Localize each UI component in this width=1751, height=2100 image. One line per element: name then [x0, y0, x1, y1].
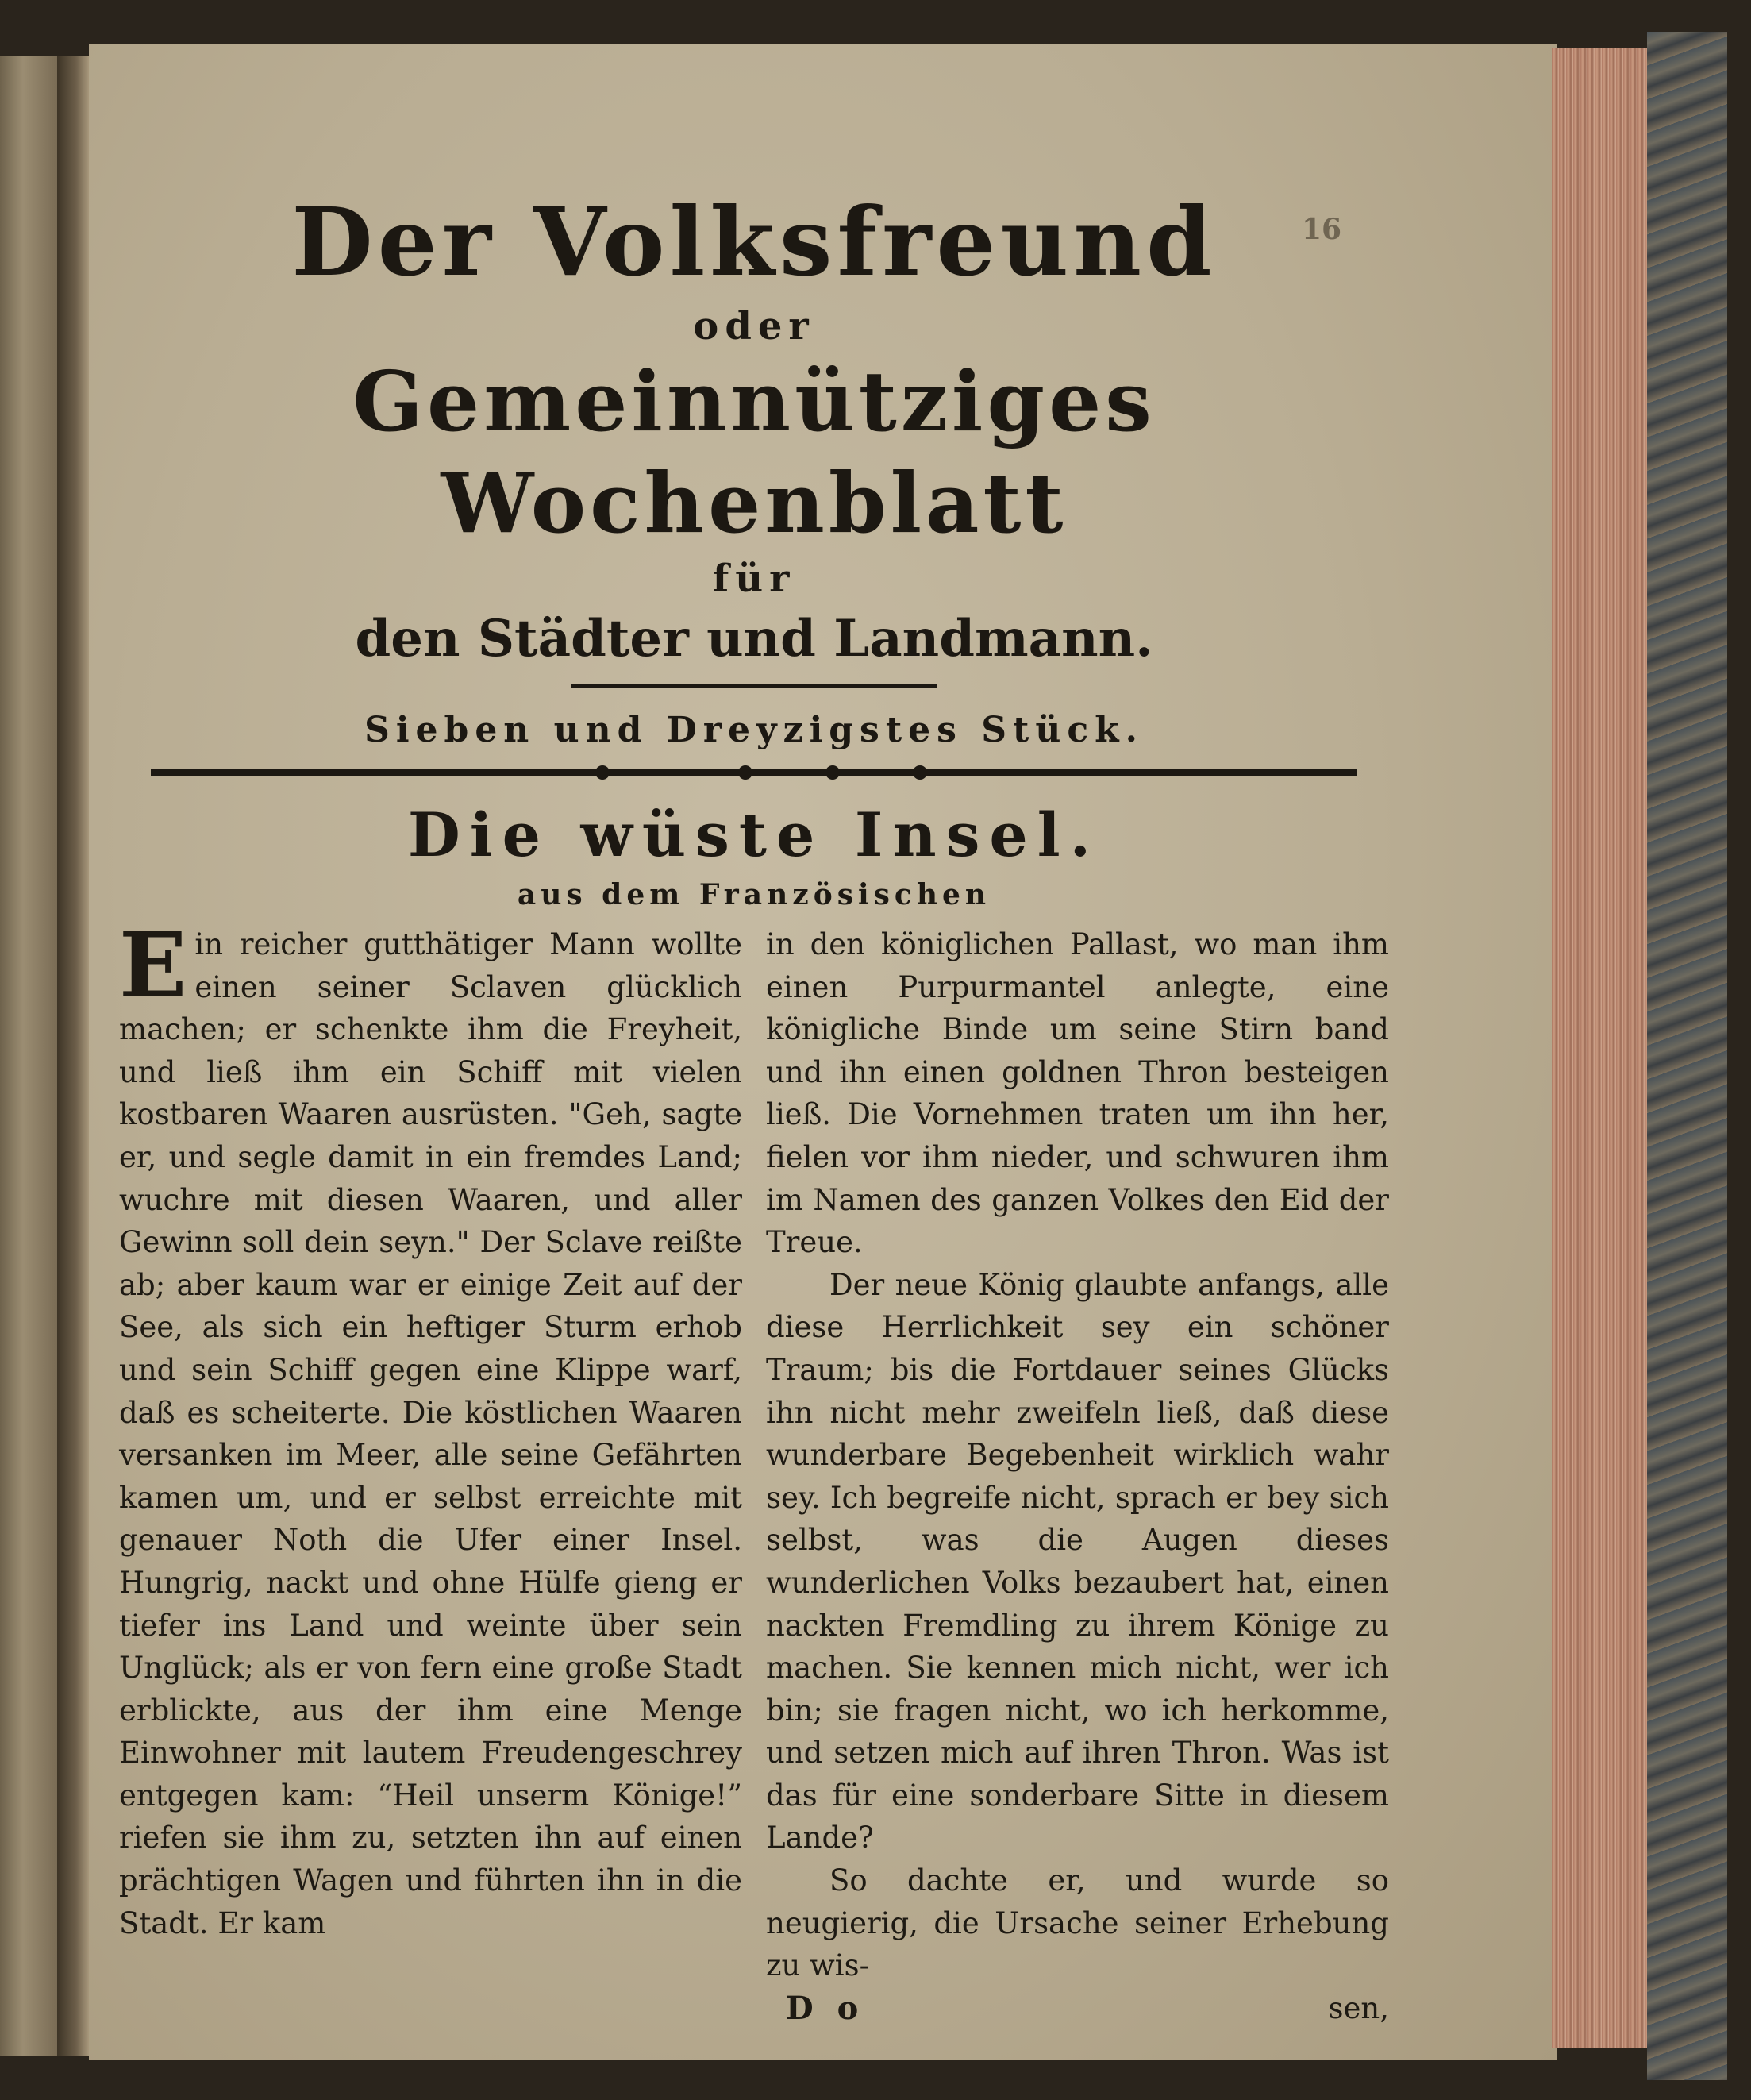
- paragraph: [119, 914, 742, 1944]
- short-divider: [571, 684, 937, 688]
- newspaper-subtitle: Gemeinnütziges Wochenblatt: [352, 353, 1156, 552]
- page-number: 16: [1302, 213, 1342, 246]
- long-divider: [151, 769, 1357, 776]
- divider-dot: [595, 765, 610, 780]
- story-title: Die wüste Insel.: [407, 800, 1101, 870]
- paragraph: Der neue König glaubte anfangs, alle diese Herrlichkeit sey ein schöner Traum; bis die Fortdauer seines Glücks ihn nicht mehr zweifeln ließ, daß diese wunderbare Begebenheit wirklich wahr sey. Ich begreife nicht, sprach er bey sich selbst, was die Augen dieses wunderlichen Volks bezaubert hat, einen nackten Fremdling zu ihrem Könige zu machen. Sie kennen mich nicht, wer ich bin; sie fragen nicht, wo ich herkomme, und setzen mich auf ihren Thron. Was ist das für eine sonderbare Sitte in diesem Lande?: [766, 1267, 1389, 1855]
- page-content: [119, 183, 1389, 2030]
- issue-number: Sieben und Dreyzigstes Stück.: [364, 710, 1144, 750]
- story-source: aus dem Französischen: [517, 878, 991, 911]
- newspaper-title: Der Volksfreund: [291, 187, 1217, 297]
- book-cover-edge: [1647, 32, 1727, 2080]
- left-page-edge: [0, 56, 57, 2056]
- divider-dot: [738, 765, 752, 780]
- book-gutter: [57, 56, 89, 2056]
- footer-row: [119, 1987, 1389, 2030]
- paragraph: So dachte er, und wurde so neugierig, die Ursache seiner Erhebung zu wis-: [766, 1863, 1389, 1983]
- text-columns: [119, 914, 1389, 1987]
- paragraph: in den königlichen Pallast, wo man ihm einen Purpurmantel anlegte, eine königliche Binde um seine Stirn band und ihn einen goldnen Thron besteigen ließ. Die Vornehmen traten um ihn her, fielen vor ihm nieder, und schwuren ihm im Namen des ganzen Volkes den Eid der Treue.: [766, 927, 1389, 1260]
- divider-dot: [913, 765, 927, 780]
- signature-mark: D o: [786, 1989, 865, 2027]
- page-edges: [1552, 48, 1647, 2048]
- divider-dot: [825, 765, 840, 780]
- paragraph-text: in reicher gutthätiger Mann wollte einen seiner Sclaven glücklich machen; er schenkte ihm die Freyheit, und ließ ihm ein Schiff mit vielen kostbaren Waaren ausrüsten. "Geh, sagte er, und segle damit in ein fremdes Land; wuchre mit diesen Waaren, und aller Gewinn soll dein seyn." Der Sclave reißte ab; aber kaum war er einige Zeit auf der See, als sich ein heftiger Sturm erhob und sein Schiff gegen eine Klippe warf, daß es scheiterte. Die köstlichen Waaren versanken im Meer, alle seine Gefährten kamen um, und er selbst erreichte mit genauer Noth die Ufer einer Insel. Hungrig, nackt und ohne Hülfe gieng er tiefer ins Land und weinte über sein Unglück; als er von fern eine große Stadt erblickte, aus der ihm eine Menge Einwohner mit lautem Freudengeschrey entgegen kam: “Heil unserm Könige!” riefen sie ihm zu, setzten ihn auf einen prächtigen Wagen und führten ihn in die Stadt. Er kam: [119, 927, 742, 1940]
- catchword: sen,: [1328, 1990, 1389, 2025]
- drop-cap: E: [119, 914, 187, 1018]
- masthead: [119, 183, 1389, 919]
- left-column: [119, 914, 742, 1987]
- connector-oder: oder: [693, 304, 815, 349]
- audience-line: den Städter und Landmann.: [355, 609, 1153, 669]
- connector-fuer: für: [712, 557, 796, 601]
- right-column: [766, 923, 1389, 1987]
